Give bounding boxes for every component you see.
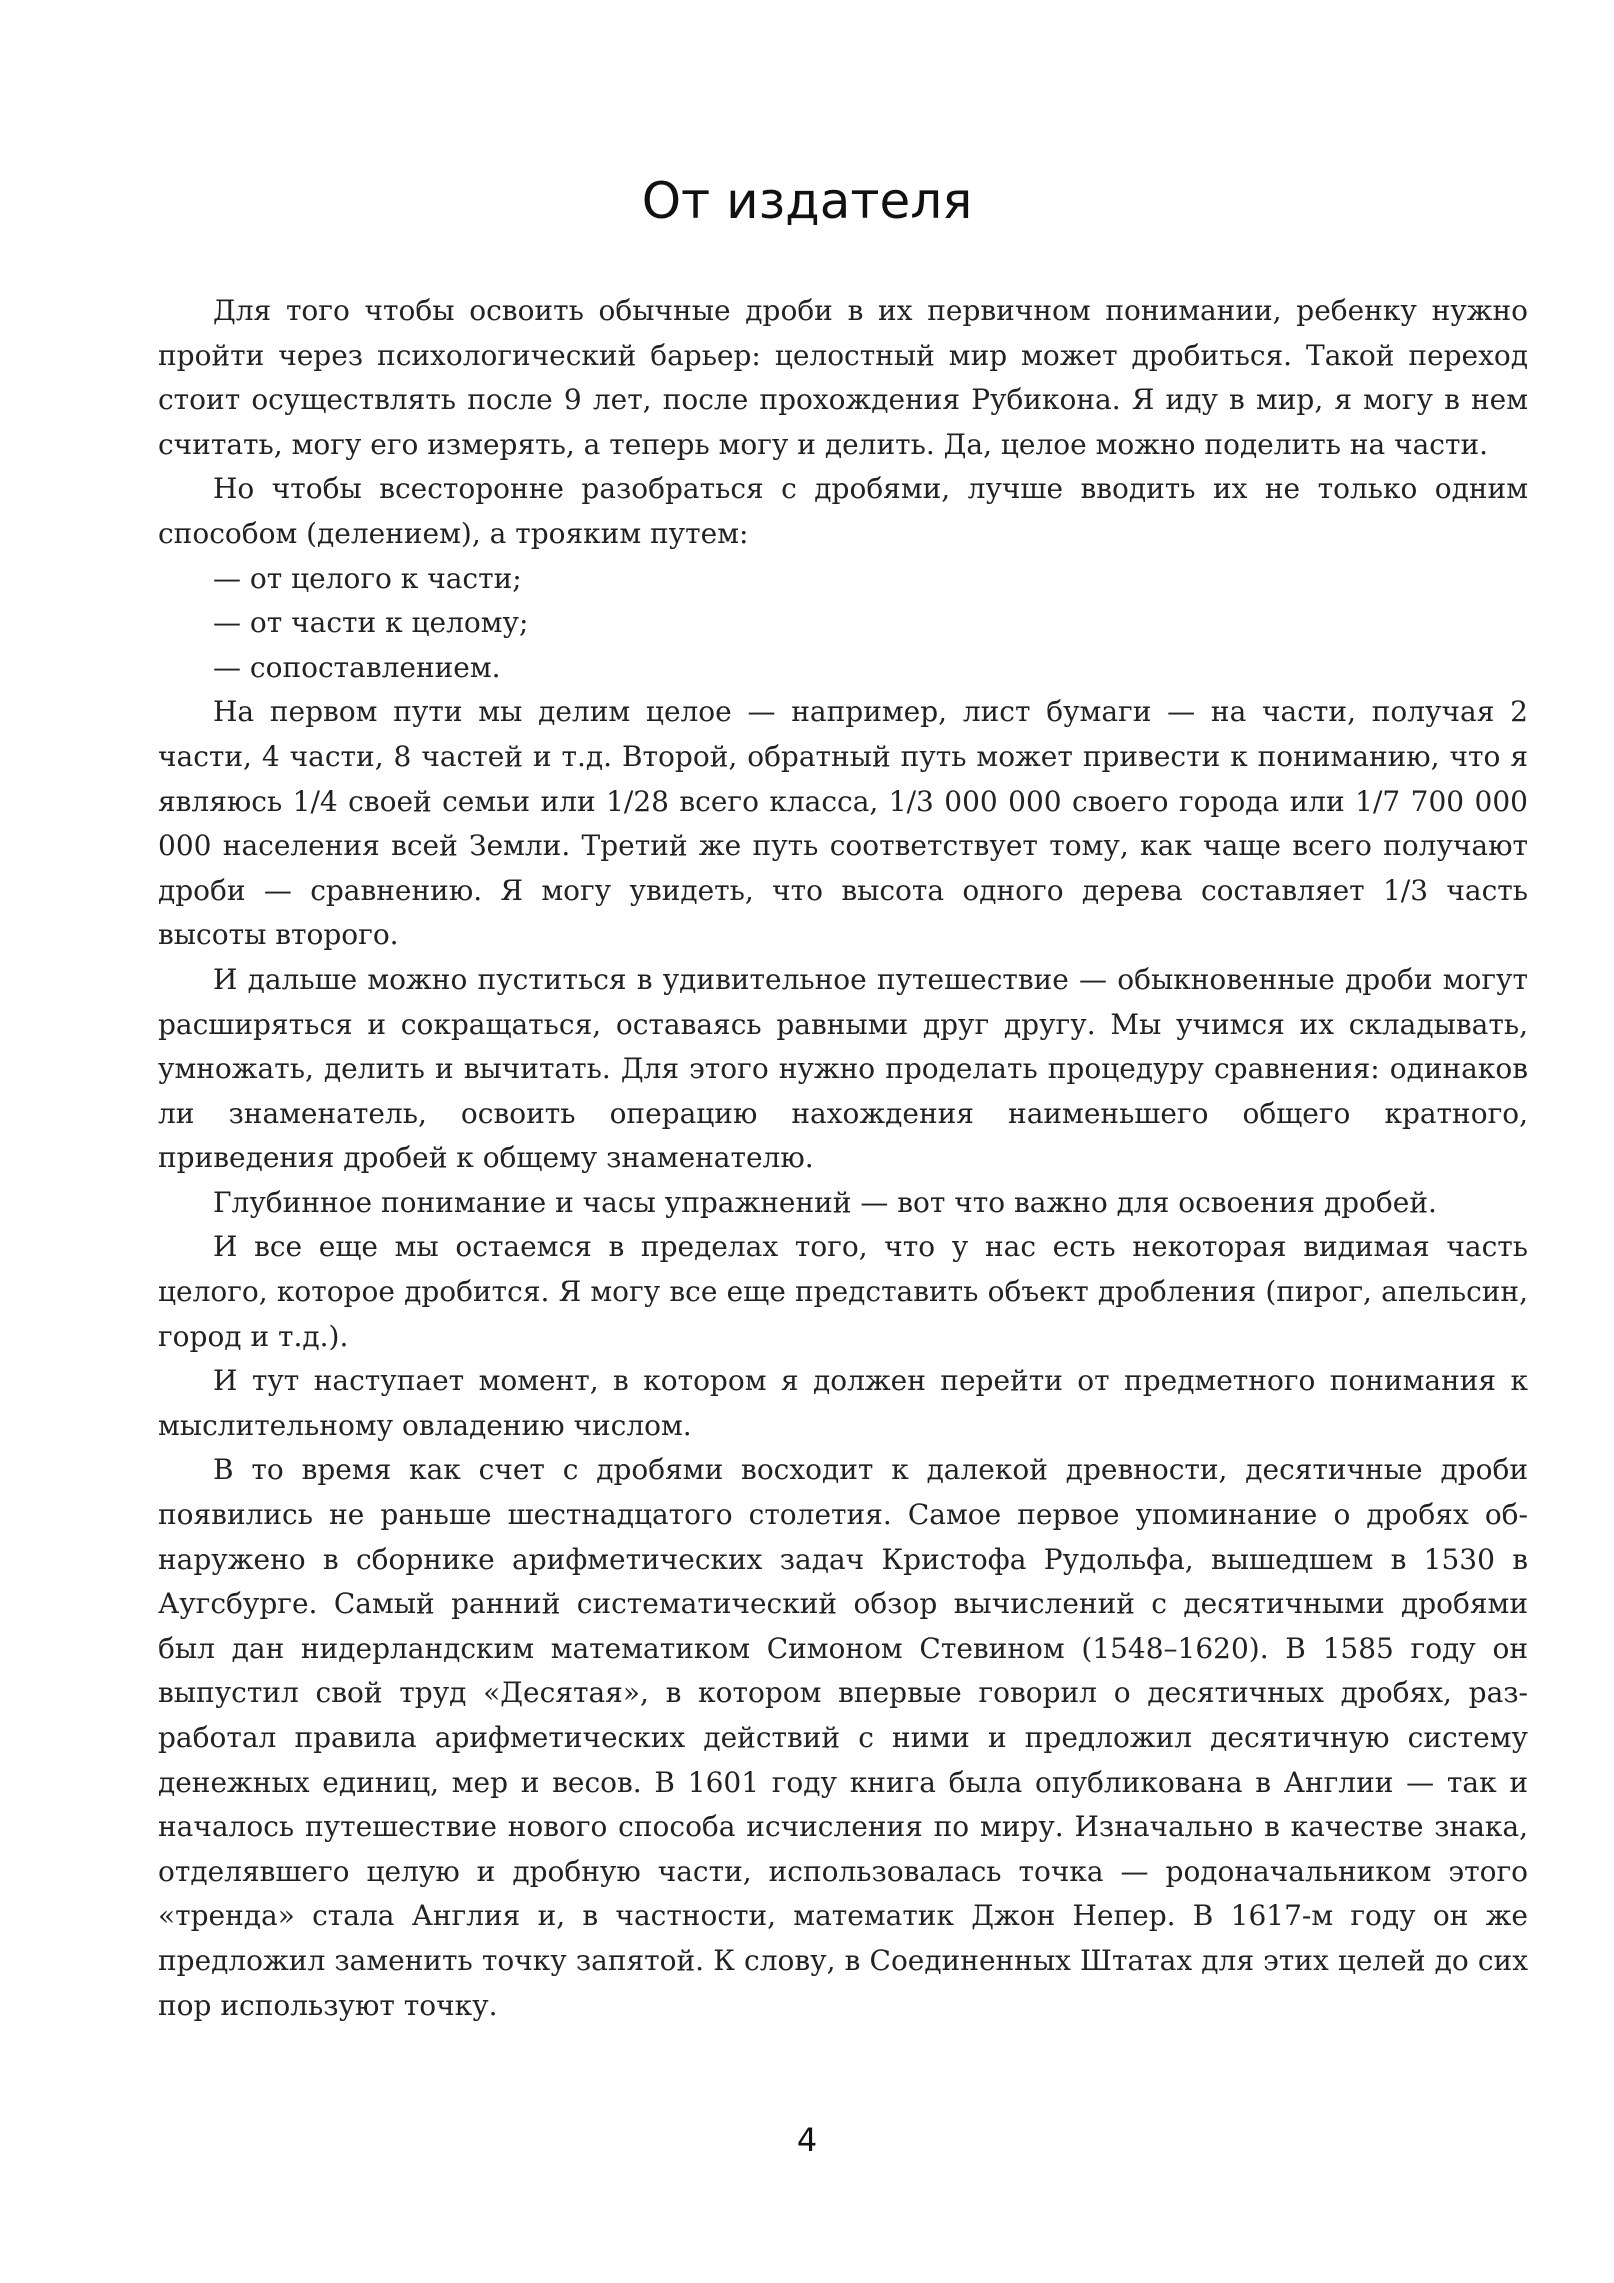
list-item: — от целого к части; bbox=[213, 561, 522, 595]
body-text bbox=[158, 289, 1528, 2028]
paragraph: Но чтобы всесторонне разобраться с дробями, лучше вводить их не только одним способом (делением), а трояким путем: bbox=[158, 472, 1528, 550]
list-item: — от части к целому; bbox=[213, 606, 529, 640]
paragraph: На первом пути мы делим целое — например, лист бумаги — на части, получая 2 части, 4 части, 8 частей и т.д. Второй, обратный путь может привести к пониманию, что я являюсь 1/4 своей семьи или 1/28 всего класса, 1/3 000 000 своего города или 1/7 700 000 000 населения всей Земли. Третий же путь соответствует тому, как чаще всего получают дроби — сравнению. Я могу увидеть, что высота одного дерева составляет 1/3 часть высоты второго. bbox=[158, 695, 1528, 952]
paragraph: В то время как счет с дробями восходит к далекой древности, десятичные дроби появились не раньше шестнадцатого столетия. Самое первое упоминание о дробях обнаружено в сборнике арифметических задач Кристофа Рудольфа, вышедшем в 1530 в Аугсбурге. Самый ранний систематический обзор вычислений с десятичными дробями был дан нидерландским математиком Симоном Стевином (1548–1620). В 1585 году он выпустил свой труд «Десятая», в котором впервые говорил о десятичных дробях, разработал правила арифметических действий с ними и предложил десятичную систему денежных единиц, мер и весов. В 1601 году книга была опубликована в Англии — так и началось путешествие нового способа исчисления по миру. Изначально в качестве знака, отделявшего целую и дробную части, использовалась точка — родоначальником этого «тренда» стала Англия и, в частности, математик Джон Непер. В 1617-м году он же предложил заменить точку запятой. К слову, в Соединенных Штатах для этих целей до сих пор используют точку. bbox=[158, 1453, 1528, 2022]
list-item: — сопоставлением. bbox=[213, 650, 501, 684]
page-number: 4 bbox=[796, 2121, 818, 2159]
paragraph: Для того чтобы освоить обычные дроби в их первичном понимании, ребенку нужно пройти через психологический барьер: целостный мир может дробиться. Такой переход стоит осуществлять после 9 лет, после прохождения Рубикона. Я иду в мир, я могу в нем считать, могу его измерять, а теперь могу и делить. Да, целое можно поделить на части. bbox=[158, 294, 1528, 461]
paragraph: И тут наступает момент, в котором я должен перейти от предметного понимания к мыслительному овладению числом. bbox=[158, 1364, 1528, 1442]
paragraph: И все еще мы остаемся в пределах того, что у нас есть некоторая видимая часть целого, которое дробится. Я могу все еще представить объект дробления (пирог, апельсин, город и т.д.). bbox=[158, 1230, 1528, 1353]
paragraph: И дальше можно пуститься в удивительное путешествие — обыкновенные дроби могут расширяться и сокращаться, оставаясь равными друг другу. Мы учимся их складывать, умножать, делить и вычитать. Для этого нужно проделать процедуру сравнения: одинаков ли знаменатель, освоить операцию нахождения наименьшего общего кратного, приведения дробей к общему знаменателю. bbox=[158, 962, 1528, 1175]
paragraph: Глубинное понимание и часы упражнений — вот что важно для освоения дробей. bbox=[213, 1185, 1437, 1219]
page-title: От издателя bbox=[641, 172, 973, 230]
